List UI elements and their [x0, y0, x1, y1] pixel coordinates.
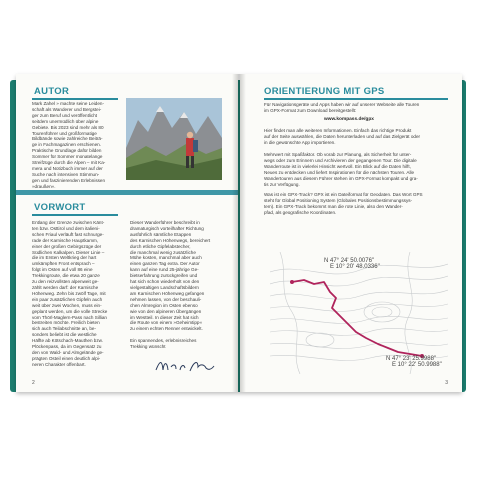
- text-line: »draußen«.: [32, 183, 56, 189]
- text-line: folgt im Osten auf voll 86 eine: [32, 267, 93, 273]
- text-line: Hälfte ab Kötschach-Mauthen bzw.: [32, 338, 103, 344]
- text-line: die im Ersten Weltkrieg der hart: [32, 255, 97, 261]
- text-line: steht für Global Positioning System (Globales Positionsbestimmungssys-: [264, 197, 413, 203]
- right-page: [240, 74, 462, 392]
- text-line: Sommer für Sommer monatelange: [32, 154, 103, 160]
- text-line: Praktische Grundlage dafür bilden: [32, 148, 102, 154]
- text-line: am Karnischen Höhenweg gefangen: [130, 290, 205, 296]
- text-line: Höhenweg. Zehn bis zwölf Tage, mit: [32, 290, 106, 296]
- text-line: Mehrwert mit Spaßfaktor. Ob vorab zur Planung, als Sicherheit für unter-: [264, 152, 412, 157]
- section-divider: [16, 190, 238, 195]
- text-line: des Karnischen Höhenwegs, bereichert: [130, 237, 211, 243]
- text-line: Gebiete. Bis 2023 sind mehr als 80: [32, 124, 104, 130]
- gps-value-paragraph: [264, 152, 450, 187]
- text-line: schaft als Wanderer und Bergstei-: [32, 106, 102, 112]
- text-line: zählt werden darf: der Karnische: [32, 284, 99, 290]
- text-line: schen Friaul verläuft fast schnurge-: [32, 231, 104, 237]
- left-page: [16, 74, 238, 392]
- text-line: Entlang der Grenze zwischen Känt-: [32, 220, 105, 225]
- text-line: Wandertouren aus diesem Führer stehen im GPX-Format kompakt und gra-: [264, 175, 418, 181]
- author-heading: AUTOR: [34, 86, 70, 97]
- text-line: im Westteil. In dieser Zeit hat sich: [130, 314, 199, 320]
- text-line: Trekking wünscht: [130, 344, 166, 350]
- text-line: Mühe kosten, manchmal aber auch: [130, 255, 202, 261]
- text-line: Suche nach intensiven Stimmun-: [32, 171, 100, 177]
- text-line: einer der großen Gebirgszüge der: [32, 243, 102, 249]
- text-line: Dieser Wanderführer beschreibt in: [130, 220, 200, 225]
- page-number-right: 3: [445, 380, 448, 386]
- text-line: einen ganzen Tag extra. Der Autor: [130, 261, 200, 267]
- text-line: Streifzüge durch die Alpen – mit Ka-: [32, 160, 106, 166]
- text-line: die Route von einem »Geheimtipp«: [130, 320, 203, 326]
- text-line: durch etliche Gipfelabstecher,: [130, 243, 191, 249]
- text-line: ein paar zusätzlichen Gipfeln auch: [32, 296, 103, 302]
- text-line: ausführlich sämtliche Etappen: [130, 231, 192, 237]
- start-longitude: E 10° 20' 48.0336": [330, 264, 380, 270]
- text-line: Hier findet man alle weiteren Informationen. Einfach das richtige Produkt: [264, 128, 412, 133]
- foreword-heading: VORWORT: [34, 202, 86, 213]
- text-line: Wanderroute ist in vielerlei Hinsicht wertvoll. Ein Blick auf die Daten hilft,: [264, 163, 411, 169]
- text-line: in die gewünschte App importieren.: [264, 139, 336, 145]
- foreword-column-1: [32, 220, 124, 368]
- text-line: ten bzw. Osttirol und dem italieni-: [32, 225, 100, 231]
- text-line: dramaturgisch vorteilhafter Richtung: [130, 225, 204, 231]
- text-line: tem). Ein GPX-Track bekommt man die rote Linie, also den Wander-: [264, 203, 403, 209]
- start-latitude: N 47° 24' 50.0076": [324, 258, 375, 264]
- gps-rule: [264, 98, 448, 100]
- author-rule: [32, 98, 118, 100]
- text-line: den von Wald- und Almgelände ge-: [32, 349, 104, 355]
- text-line: Bildbände sowie zahlreiche Beiträ-: [32, 136, 103, 142]
- text-line: rade der Karnische Hauptkamm,: [32, 237, 99, 243]
- text-line: die manchmal wenig zusätzliche: [130, 249, 196, 255]
- text-line: ge in Fachmagazinen erschienen.: [32, 142, 101, 148]
- text-line: zu den reizvollsten alpenweit ge-: [32, 279, 99, 285]
- text-line: Südlichen Kalkalpen. Dieser Linie –: [32, 249, 105, 255]
- author-photo: [126, 98, 222, 180]
- open-book: [16, 74, 462, 392]
- text-line: Tourenführer und großformatige: [32, 130, 97, 136]
- text-line: ger zum Beruf und veröffentlicht: [32, 112, 98, 118]
- text-line: tis zur Verfügung.: [264, 181, 300, 187]
- text-line: chen Almregion im Osten ebenso: [130, 302, 198, 308]
- text-line: prägten Osteil einen deutlich alpi-: [32, 355, 101, 361]
- text-line: Mark Zahel » machte seine Leiden-: [32, 101, 105, 106]
- text-line: zu einem echten Renner entwickelt.: [130, 326, 203, 332]
- gpx-link[interactable]: www.kompass.de/gpx: [324, 117, 374, 122]
- text-line: seitdem unermüdlich über alpine: [32, 118, 99, 124]
- text-line: sonders beliebt ist die westliche: [32, 332, 97, 338]
- start-coordinates: [324, 258, 380, 270]
- text-line: mera und Notizbuch immer auf der: [32, 165, 103, 171]
- text-line: pfad, als geografische Koordinaten.: [264, 209, 337, 215]
- page-number-left: 2: [32, 380, 35, 386]
- end-longitude: E 10° 22' 50.9988": [392, 362, 442, 368]
- text-line: Trekkingroute, die etwa 20 ganze: [32, 273, 100, 279]
- text-line: gen und faszinierenden Erlebnissen: [32, 177, 106, 183]
- text-line: Was ist ein GPX-Track? GPX ist ein Dateiformat für Geodaten. Das Wort GPS: [264, 192, 423, 197]
- gps-heading: ORIENTIERUNG MIT GPS: [264, 86, 385, 97]
- text-line: kann auf eine rund 25-jährige Ge-: [130, 267, 199, 273]
- gps-intro: [264, 102, 450, 114]
- text-line: vom Thörl-Maglern-Pass nach Sillian: [32, 314, 107, 320]
- text-line: neren Charakter offenbart.: [32, 361, 86, 367]
- text-line: hat sich schon wiederholt von den: [130, 279, 200, 285]
- text-line: weit über zwei Wochen, muss ein-: [32, 302, 102, 308]
- author-signature: [154, 358, 216, 379]
- author-bio: [32, 101, 124, 190]
- text-line: vielgestaltigen Landschaftsbildern: [130, 284, 199, 290]
- text-line: im GPX-Format zum Download bereitgestellt:: [264, 107, 357, 113]
- text-line: Ein spannendes, erlebnisreiches: [130, 338, 197, 344]
- text-line: Neues zu entdecken und liefert Inspirationen für die nächsten Touren. Alle: [264, 169, 415, 175]
- text-line: bestreiten möchte. Freilich bieten: [32, 320, 100, 326]
- text-line: Plöckenpass, da im Gegensatz zu: [32, 344, 102, 350]
- gps-info-paragraph: [264, 128, 450, 146]
- text-line: wegs oder zum Erinnern und Archivieren der gegangenen Tour. Die digitale: [264, 157, 417, 163]
- foreword-column-2: [130, 220, 226, 350]
- foreword-rule: [32, 214, 118, 216]
- text-line: umkämpften Front entsprach –: [32, 261, 95, 267]
- text-line: Für Navigationsgeräte und Apps haben wir auf unserer Webseite alle Touren: [264, 102, 420, 107]
- text-line: wie von den alpineren Übergängen: [130, 308, 202, 314]
- end-latitude: N 47° 23' 25.9988": [386, 356, 437, 362]
- book-gutter: [232, 74, 246, 392]
- text-line: nehmen lassen, von der beschauli-: [130, 296, 202, 302]
- text-line: auf der Seite auswählen, die Daten herunterladen und auf das Zielgerät oder: [264, 133, 421, 139]
- end-coordinates: [386, 356, 442, 368]
- gpx-definition-paragraph: [264, 192, 450, 216]
- text-line: bietserfahrung zurückgreifen und: [130, 273, 198, 279]
- text-line: sich auch Teilabschnitte an, be-: [32, 326, 97, 332]
- text-line: geplant werden, um die volle Strecke: [32, 308, 108, 314]
